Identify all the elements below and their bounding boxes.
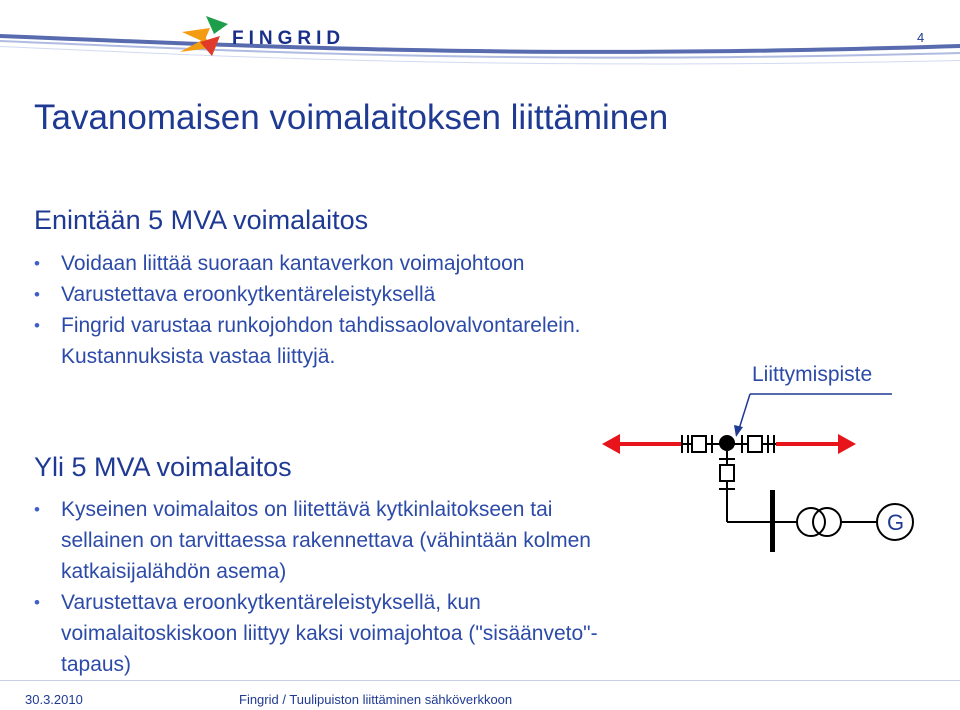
arrow-right-icon — [838, 434, 856, 454]
generator-label: G — [887, 510, 905, 535]
slide-title: Tavanomaisen voimalaitoksen liittäminen — [34, 98, 669, 137]
header-swoosh — [0, 0, 960, 80]
bullet-item: • Voidaan liittää suoraan kantaverkon voimajohtoon — [34, 248, 614, 279]
bullet-list-large-plant — [34, 494, 614, 680]
bullet-item: • Kyseinen voimalaitos on liitettävä kytkinlaitokseen tai sellainen on tarvittaessa rakennettava (vähintään kolmen katkaisijalähdön asema) — [34, 494, 614, 587]
brand-name: FINGRID — [232, 28, 346, 49]
connection-diagram — [600, 355, 940, 575]
bullet-item: • Varustettava eroonkytkentäreleistyksellä — [34, 279, 614, 310]
busbar-node — [719, 435, 735, 451]
footer-divider — [0, 680, 960, 681]
section-heading-large-plant: Yli 5 MVA voimalaitos — [34, 452, 292, 482]
breaker-box-right — [748, 436, 762, 452]
transformer-icon — [797, 508, 825, 536]
plant-busbar — [770, 490, 775, 552]
transformer-icon — [813, 508, 841, 536]
section-heading-small-plant: Enintään 5 MVA voimalaitos — [34, 205, 369, 235]
page-number: 4 — [917, 30, 925, 45]
breaker-box-feeder — [720, 465, 734, 481]
bullet-item: • Fingrid varustaa runkojohdon tahdissaolovalvontarelein. Kustannuksista vastaa liittyjä. — [34, 310, 614, 372]
bullet-list-small-plant — [34, 248, 614, 372]
breaker-box-left — [692, 436, 706, 452]
footer-date: 30.3.2010 — [25, 692, 83, 707]
callout-label: Liittymispiste — [752, 363, 873, 386]
footer-text: Fingrid / Tuulipuiston liittäminen sähköverkkoon — [239, 692, 513, 707]
callout-leader-line — [739, 394, 750, 429]
fingrid-logo-icon — [176, 14, 236, 60]
arrow-left-icon — [602, 434, 620, 454]
bullet-item: • Varustettava eroonkytkentäreleistyksellä, kun voimalaitoskiskoon liittyy kaksi voimajohtoa ("sisäänveto"-tapaus) — [34, 587, 614, 680]
